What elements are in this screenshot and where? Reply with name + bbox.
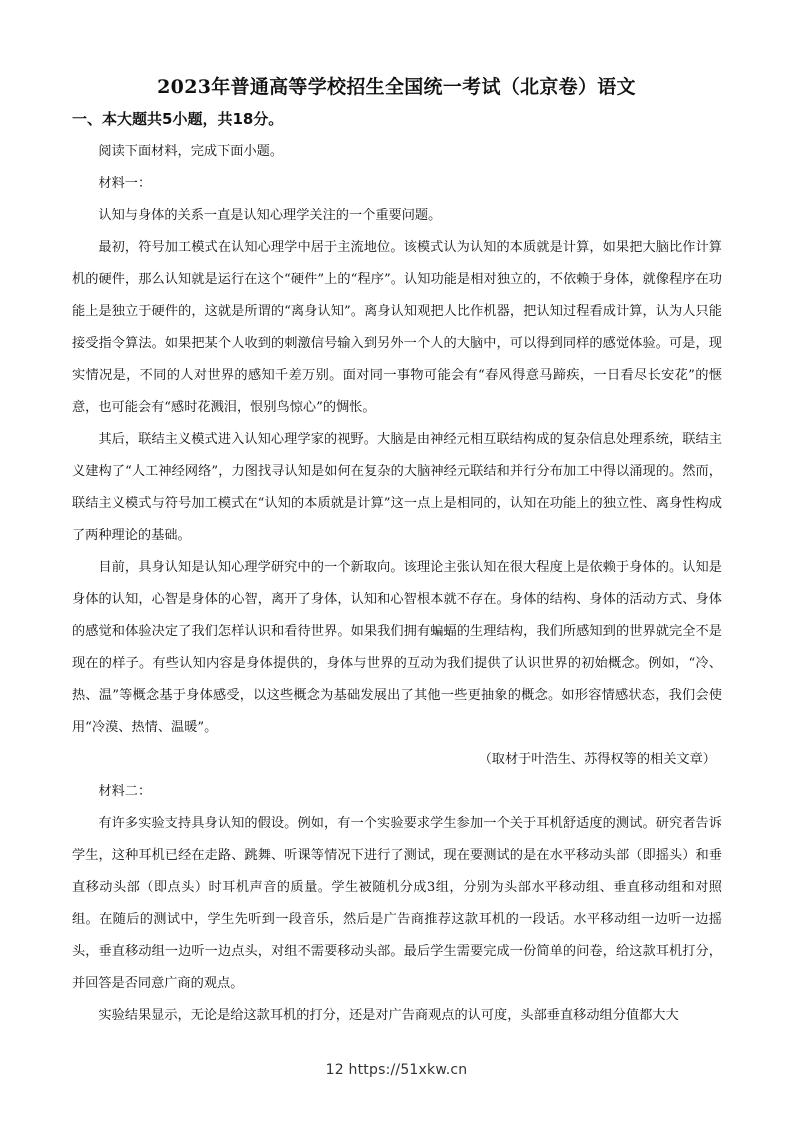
body-paragraph: 认知与身体的关系一直是认知心理学关注的一个重要问题。 xyxy=(98,208,442,223)
body-paragraph: 实验结果显示，无论是给这款耳机的打分，还是对广告商观点的认可度，头部垂直移动组分值都大大 xyxy=(98,1008,679,1023)
section-heading: 一、本大题共5小题，共18分。 xyxy=(72,110,284,128)
body-paragraph: 目前，具身认知是认知心理学研究中的一个新取向。该理论主张认知在很大程度上是依赖于身体的。认知是身体的认知，心智是身体的心智，离开了身体，认知和心智根本就不存在。身体的结构、身体的活动方式、身体的感觉和体验决定了我们怎样认识和看待世界。如果我们拥有蝙蝠的生理结构，我们所感知到的世界就完全不是现在的样子。有些认知内容是身体提供的，身体与世界的互动为我们提供了认识世界的初始概念。例如，“冷、热、温”等概念基于身体感受，以这些概念为基础发展出了其他一些更抽象的概念。如形容情感状态，我们会使用“冷漠、热情、温暖”。 xyxy=(72,560,722,735)
page-footer: 12 https://51xkw.cn xyxy=(325,1062,468,1078)
body-paragraph: 有许多实验支持具身认知的假设。例如，有一个实验要求学生参加一个关于耳机舒适度的测试。研究者告诉学生，这种耳机已经在走路、跳舞、听课等情况下进行了测试，现在要测试的是在水平移动头部（即摇头）和垂直移动头部（即点头）时耳机声音的质量。学生被随机分成3组，分别为头部水平移动组、垂直移动组和对照组。在随后的测试中，学生先听到一段音乐，然后是广告商推荐这款耳机的一段话。水平移动组一边听一边摇头，垂直移动组一边听一边点头，对组不需要移动头部。最后学生需要完成一份简单的问卷，给这款耳机打分，并回答是否同意广商的观点。 xyxy=(72,816,722,991)
material-one-label: 材料一： xyxy=(98,176,152,191)
source-citation: （取材于叶浩生、苏得权等的相关文章） xyxy=(478,752,716,767)
body-paragraph: 其后，联结主义模式进入认知心理学家的视野。大脑是由神经元相互联结构成的复杂信息处理系统，联结主义建构了“人工神经网络”，力图找寻认知是如何在复杂的大脑神经元联结和并行分布加工中得以涌现的。然而，联结主义模式与符号加工模式在“认知的本质就是计算”这一点上是相同的，认知在功能上的独立性、离身性构成了两种理论的基础。 xyxy=(72,432,722,543)
document-body xyxy=(72,136,722,1032)
body-paragraph: 最初，符号加工模式在认知心理学中居于主流地位。该模式认为认知的本质就是计算，如果把大脑比作计算机的硬件，那么认知就是运行在这个“硬件”上的“程序”。认知功能是相对独立的，不依赖于身体，就像程序在功能上是独立于硬件的，这就是所谓的“离身认知”。离身认知观把人比作机器，把认知过程看成计算，认为人只能接受指令算法。如果把某个人收到的刺激信号输入到另外一个人的大脑中，可以得到同样的感觉体验。可是，现实情况是，不同的人对世界的感知千差万别。面对同一事物可能会有“春风得意马蹄疾，一日看尽长安花”的惬意，也可能会有“感时花溅泪，恨别鸟惊心”的惆怅。 xyxy=(72,240,722,415)
document-title: 2023年普通高等学校招生全国统一考试（北京卷）语文 xyxy=(157,76,636,98)
material-two-label: 材料二： xyxy=(98,784,152,799)
instruction-paragraph: 阅读下面材料，完成下面小题。 xyxy=(98,144,284,159)
